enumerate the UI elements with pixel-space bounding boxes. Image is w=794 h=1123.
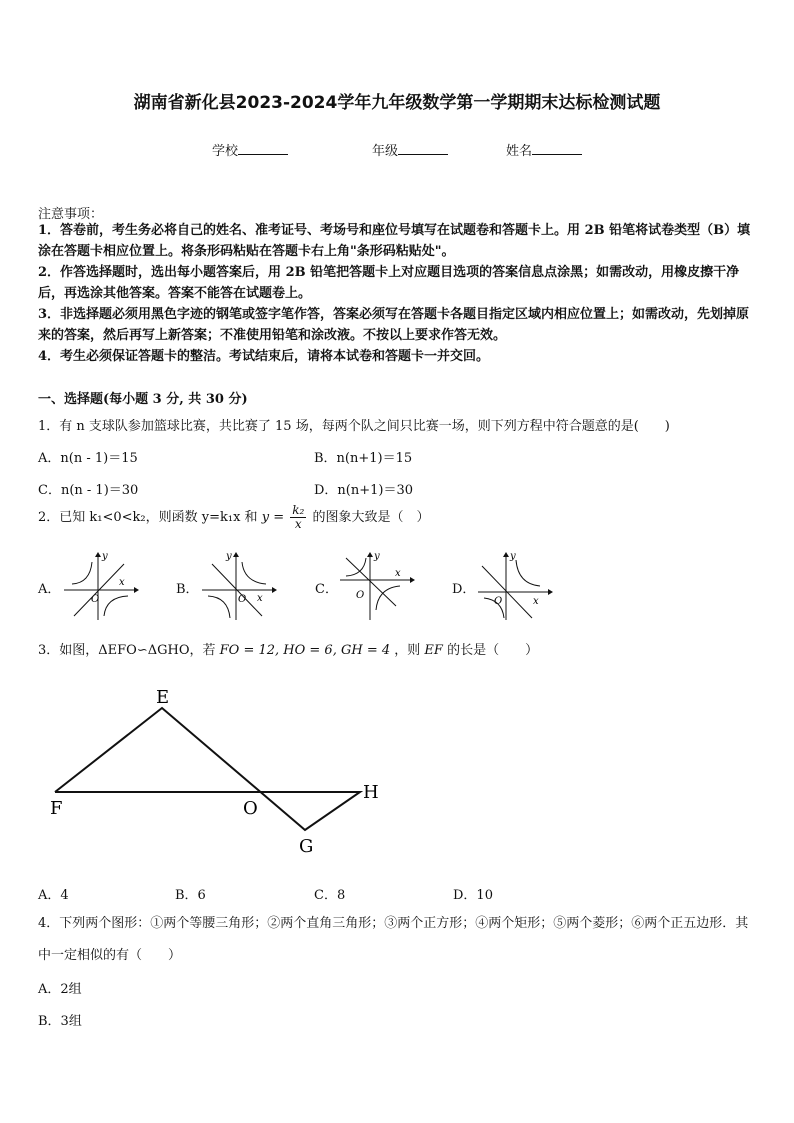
q3-segment: EF — [424, 643, 443, 658]
name-field — [506, 140, 582, 159]
page-title: 湖南省新化县2023-2024学年九年级数学第一学期期末达标检测试题 — [133, 93, 661, 113]
note-item: 3．非选择题必须用黑色字迹的钢笔或签字笔作答，答案必须写在答题卡各题目指定区域内相应位置上；如需改动，先划掉原来的答案，然后再写上新答案；不准使用铅笔和涂改液。不按以上要求作答无效。 — [38, 307, 750, 343]
q2-option-b-label: B． — [176, 582, 199, 597]
q1-option-b: B．n(n+1)＝15 — [314, 451, 413, 466]
q2-graph-d — [474, 550, 554, 622]
note-item: 2．作答选择题时，选出每小题答案后，用 2B 铅笔把答题卡上对应题目选项的答案信息点涂黑；如需改动，用橡皮擦干净后，再选涂其他答案。答案不能答在试题卷上。 — [38, 265, 740, 301]
axis-y-label: y — [510, 551, 516, 562]
axis-y-label: y — [102, 551, 108, 562]
q2-var-y: y — [261, 510, 270, 525]
question-3-stem — [38, 639, 538, 658]
q1-option-a: A．n(n - 1)＝15 — [38, 451, 138, 466]
name-label: 姓名 — [506, 144, 533, 159]
question-1-stem: 1．有 n 支球队参加篮球比赛，共比赛了 15 场，每两个队之间只比赛一场，则下列方程中符合题意的是( ) — [38, 419, 670, 434]
q3-text-post: 的长是（ ） — [447, 643, 539, 658]
q3-option-d: D．10 — [453, 888, 493, 903]
name-blank — [532, 142, 582, 155]
axis-x-label: x — [119, 577, 125, 588]
point-h-label: H — [363, 782, 379, 803]
point-g-label: G — [299, 836, 314, 857]
axis-x-label: x — [533, 596, 539, 607]
origin-label: O — [356, 590, 365, 601]
q3-option-a: A．4 — [38, 888, 69, 903]
q3-text-pre: 3．如图，ΔEFO∽ΔGHO，若 — [38, 643, 216, 658]
q2-equals: = — [273, 510, 285, 525]
origin-label: O — [91, 594, 100, 605]
point-f-label: F — [50, 798, 63, 819]
note-item: 4．考生必须保证答题卡的整洁。考试结束后，请将本试卷和答题卡一并交回。 — [38, 349, 490, 364]
origin-label: O — [494, 596, 503, 607]
q2-option-a-label: A． — [38, 582, 61, 597]
question-4-stem: 4．下列两个图形：①两个等腰三角形；②两个直角三角形；③两个正方形；④两个矩形；⑤两个菱形；⑥两个正五边形．其中一定相似的有（ ） — [38, 916, 749, 963]
q3-figure — [40, 680, 400, 860]
point-o-label: O — [243, 798, 258, 819]
axis-y-label: y — [226, 551, 232, 562]
q2-fraction — [290, 504, 306, 531]
q2-option-d-label: D． — [452, 582, 476, 597]
q2-fraction-denominator: x — [294, 517, 302, 531]
point-e-label: E — [156, 687, 170, 708]
q4-option-a: A．2组 — [38, 982, 82, 997]
axis-x-label: x — [395, 568, 401, 579]
school-label: 学校 — [212, 144, 239, 159]
q3-condition: FO = 12, HO = 6, GH = 4 — [219, 643, 391, 658]
grade-label: 年级 — [372, 144, 399, 159]
q2-graph-a — [60, 550, 140, 622]
q3-option-c: C．8 — [314, 888, 346, 903]
q2-graph-b — [198, 550, 278, 622]
grade-blank — [398, 142, 448, 155]
notes-heading: 注意事项： — [38, 207, 104, 222]
note-item: 1．答卷前，考生务必将自己的姓名、准考证号、考场号和座位号填写在试题卷和答题卡上。用 2B 铅笔将试卷类型（B）填涂在答题卡相应位置上。将条形码粘贴在答题卡右上角"条形码粘贴处"。 — [38, 223, 751, 259]
q2-option-c-label: C． — [315, 582, 338, 597]
origin-label: O — [238, 594, 247, 605]
grade-field — [372, 140, 448, 159]
section-heading: 一、选择题(每小题 3 分, 共 30 分) — [38, 392, 248, 407]
q2-text-pre: 2．已知 k₁<0<k₂，则函数 y=k₁x 和 — [38, 510, 258, 525]
axis-y-label: y — [374, 551, 380, 562]
q2-text-post: 的图象大致是（ ） — [312, 510, 430, 525]
q1-option-c: C．n(n - 1)＝30 — [38, 483, 139, 498]
question-2-stem — [38, 504, 430, 531]
school-blank — [238, 142, 288, 155]
q2-graph-c — [336, 550, 416, 622]
q2-fraction-numerator: k₂ — [292, 503, 305, 517]
q1-option-d: D．n(n+1)＝30 — [314, 483, 414, 498]
q3-text-mid: ，则 — [394, 643, 421, 658]
q4-option-b: B．3组 — [38, 1014, 82, 1029]
school-field — [212, 140, 288, 159]
q3-option-b: B．6 — [175, 888, 206, 903]
axis-x-label: x — [257, 593, 263, 604]
